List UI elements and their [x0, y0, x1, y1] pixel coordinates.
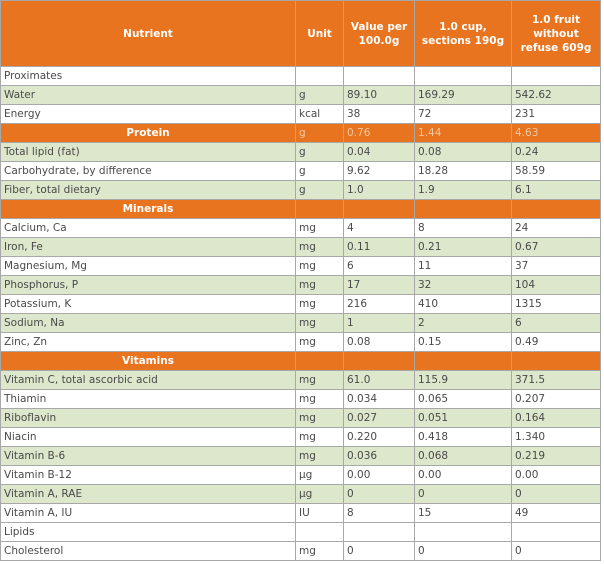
value-per-100g-cell: 61.0 [344, 371, 415, 390]
table-row [1, 504, 601, 523]
header-fruit-without-refuse: 1.0 fruit without refuse 609g [512, 1, 601, 67]
table-row [1, 257, 601, 276]
header-unit: Unit [296, 1, 344, 67]
unit-cell: mg [296, 219, 344, 238]
value-per-100g-cell: 0.11 [344, 238, 415, 257]
fruit-cell: 1.340 [512, 428, 601, 447]
nutrient-cell: Iron, Fe [1, 238, 296, 257]
value-per-100g-cell: 0.76 [344, 124, 415, 143]
cup-sections-cell [415, 523, 512, 542]
value-per-100g-cell [344, 200, 415, 219]
table-row [1, 181, 601, 200]
cup-sections-cell: 115.9 [415, 371, 512, 390]
cup-sections-cell: 2 [415, 314, 512, 333]
nutrient-cell: Vitamin B-12 [1, 466, 296, 485]
nutrient-cell: Total lipid (fat) [1, 143, 296, 162]
cup-sections-cell: 0.065 [415, 390, 512, 409]
nutrient-cell: Vitamin A, IU [1, 504, 296, 523]
nutrient-cell: Water [1, 86, 296, 105]
nutrient-cell: Energy [1, 105, 296, 124]
value-per-100g-cell [344, 67, 415, 86]
nutrient-cell: Lipids [1, 523, 296, 542]
cup-sections-cell: 1.44 [415, 124, 512, 143]
section-header-row [1, 124, 601, 143]
fruit-cell [512, 523, 601, 542]
fruit-cell: 371.5 [512, 371, 601, 390]
table-row [1, 333, 601, 352]
cup-sections-cell: 0.418 [415, 428, 512, 447]
value-per-100g-cell: 89.10 [344, 86, 415, 105]
nutrient-cell: Magnesium, Mg [1, 257, 296, 276]
nutrient-cell: Cholesterol [1, 542, 296, 561]
unit-cell [296, 523, 344, 542]
table-row [1, 238, 601, 257]
table-row [1, 143, 601, 162]
value-per-100g-cell: 6 [344, 257, 415, 276]
cup-sections-cell: 0.21 [415, 238, 512, 257]
unit-cell: mg [296, 238, 344, 257]
section-header-row [1, 352, 601, 371]
nutrient-cell: Phosphorus, P [1, 276, 296, 295]
table-row [1, 542, 601, 561]
value-per-100g-cell: 38 [344, 105, 415, 124]
unit-cell: mg [296, 409, 344, 428]
value-per-100g-cell: 0.036 [344, 447, 415, 466]
section-header-row [1, 200, 601, 219]
value-per-100g-cell: 0.027 [344, 409, 415, 428]
fruit-cell: 542.62 [512, 86, 601, 105]
header-nutrient: Nutrient [1, 1, 296, 67]
fruit-cell: 0 [512, 542, 601, 561]
cup-sections-cell: 11 [415, 257, 512, 276]
fruit-cell [512, 200, 601, 219]
value-per-100g-cell: 8 [344, 504, 415, 523]
fruit-cell: 4.63 [512, 124, 601, 143]
cup-sections-cell: 0 [415, 485, 512, 504]
unit-cell: g [296, 143, 344, 162]
table-row [1, 371, 601, 390]
fruit-cell: 0.164 [512, 409, 601, 428]
cup-sections-cell: 410 [415, 295, 512, 314]
table-row [1, 314, 601, 333]
value-per-100g-cell: 0.08 [344, 333, 415, 352]
table-row [1, 162, 601, 181]
unit-cell: µg [296, 466, 344, 485]
value-per-100g-cell: 0 [344, 542, 415, 561]
unit-cell: mg [296, 314, 344, 333]
table-row [1, 409, 601, 428]
unit-cell: kcal [296, 105, 344, 124]
fruit-cell: 6.1 [512, 181, 601, 200]
fruit-cell: 58.59 [512, 162, 601, 181]
fruit-cell: 0.24 [512, 143, 601, 162]
table-row [1, 105, 601, 124]
fruit-cell [512, 352, 601, 371]
unit-cell: IU [296, 504, 344, 523]
nutrient-cell: Riboflavin [1, 409, 296, 428]
value-per-100g-cell: 216 [344, 295, 415, 314]
value-per-100g-cell: 9.62 [344, 162, 415, 181]
table-row [1, 295, 601, 314]
value-per-100g-cell [344, 523, 415, 542]
value-per-100g-cell: 1 [344, 314, 415, 333]
fruit-cell [512, 67, 601, 86]
nutrient-cell: Carbohydrate, by difference [1, 162, 296, 181]
cup-sections-cell: 0.08 [415, 143, 512, 162]
table-row [1, 428, 601, 447]
fruit-cell: 0 [512, 485, 601, 504]
value-per-100g-cell: 17 [344, 276, 415, 295]
cup-sections-cell: 32 [415, 276, 512, 295]
value-per-100g-cell: 0.220 [344, 428, 415, 447]
cup-sections-cell: 15 [415, 504, 512, 523]
nutrient-cell: Vitamin B-6 [1, 447, 296, 466]
value-per-100g-cell [344, 352, 415, 371]
unit-cell [296, 200, 344, 219]
nutrient-cell: Potassium, K [1, 295, 296, 314]
fruit-cell: 1315 [512, 295, 601, 314]
nutrient-cell: Proximates [1, 67, 296, 86]
value-per-100g-cell: 0 [344, 485, 415, 504]
nutrient-cell: Calcium, Ca [1, 219, 296, 238]
cup-sections-cell [415, 67, 512, 86]
header-value-per-100g: Value per 100.0g [344, 1, 415, 67]
table-row [1, 219, 601, 238]
cup-sections-cell [415, 352, 512, 371]
table-row [1, 447, 601, 466]
table-row [1, 276, 601, 295]
value-per-100g-cell: 0.034 [344, 390, 415, 409]
unit-cell: mg [296, 447, 344, 466]
nutrient-cell: Niacin [1, 428, 296, 447]
table-row [1, 523, 601, 542]
unit-cell: mg [296, 371, 344, 390]
cup-sections-cell: 0.15 [415, 333, 512, 352]
table-body [1, 67, 601, 561]
fruit-cell: 6 [512, 314, 601, 333]
nutrient-cell: Zinc, Zn [1, 333, 296, 352]
unit-cell: mg [296, 333, 344, 352]
fruit-cell: 0.00 [512, 466, 601, 485]
cup-sections-cell: 18.28 [415, 162, 512, 181]
unit-cell [296, 352, 344, 371]
fruit-cell: 231 [512, 105, 601, 124]
nutrient-cell: Vitamin A, RAE [1, 485, 296, 504]
value-per-100g-cell: 0.00 [344, 466, 415, 485]
header-row [1, 1, 601, 67]
fruit-cell: 0.49 [512, 333, 601, 352]
unit-cell: mg [296, 295, 344, 314]
table-row [1, 466, 601, 485]
fruit-cell: 0.207 [512, 390, 601, 409]
unit-cell: g [296, 162, 344, 181]
nutrient-cell: Sodium, Na [1, 314, 296, 333]
cup-sections-cell: 169.29 [415, 86, 512, 105]
value-per-100g-cell: 0.04 [344, 143, 415, 162]
cup-sections-cell: 0.068 [415, 447, 512, 466]
header-cup-sections: 1.0 cup, sections 190g [415, 1, 512, 67]
unit-cell: g [296, 181, 344, 200]
table-row [1, 67, 601, 86]
fruit-cell: 24 [512, 219, 601, 238]
fruit-cell: 49 [512, 504, 601, 523]
unit-cell: g [296, 124, 344, 143]
table-row [1, 86, 601, 105]
nutrient-cell: Thiamin [1, 390, 296, 409]
table-row [1, 485, 601, 504]
cup-sections-cell: 8 [415, 219, 512, 238]
value-per-100g-cell: 1.0 [344, 181, 415, 200]
section-title: Minerals [1, 200, 296, 219]
fruit-cell: 104 [512, 276, 601, 295]
cup-sections-cell: 0.051 [415, 409, 512, 428]
value-per-100g-cell: 4 [344, 219, 415, 238]
unit-cell: mg [296, 276, 344, 295]
unit-cell: µg [296, 485, 344, 504]
unit-cell [296, 67, 344, 86]
fruit-cell: 37 [512, 257, 601, 276]
unit-cell: mg [296, 257, 344, 276]
cup-sections-cell: 0.00 [415, 466, 512, 485]
fruit-cell: 0.67 [512, 238, 601, 257]
section-title: Protein [1, 124, 296, 143]
table-row [1, 390, 601, 409]
nutrient-cell: Vitamin C, total ascorbic acid [1, 371, 296, 390]
cup-sections-cell: 72 [415, 105, 512, 124]
section-title: Vitamins [1, 352, 296, 371]
cup-sections-cell [415, 200, 512, 219]
cup-sections-cell: 1.9 [415, 181, 512, 200]
unit-cell: mg [296, 542, 344, 561]
unit-cell: mg [296, 428, 344, 447]
fruit-cell: 0.219 [512, 447, 601, 466]
nutrient-cell: Fiber, total dietary [1, 181, 296, 200]
unit-cell: mg [296, 390, 344, 409]
unit-cell: g [296, 86, 344, 105]
cup-sections-cell: 0 [415, 542, 512, 561]
